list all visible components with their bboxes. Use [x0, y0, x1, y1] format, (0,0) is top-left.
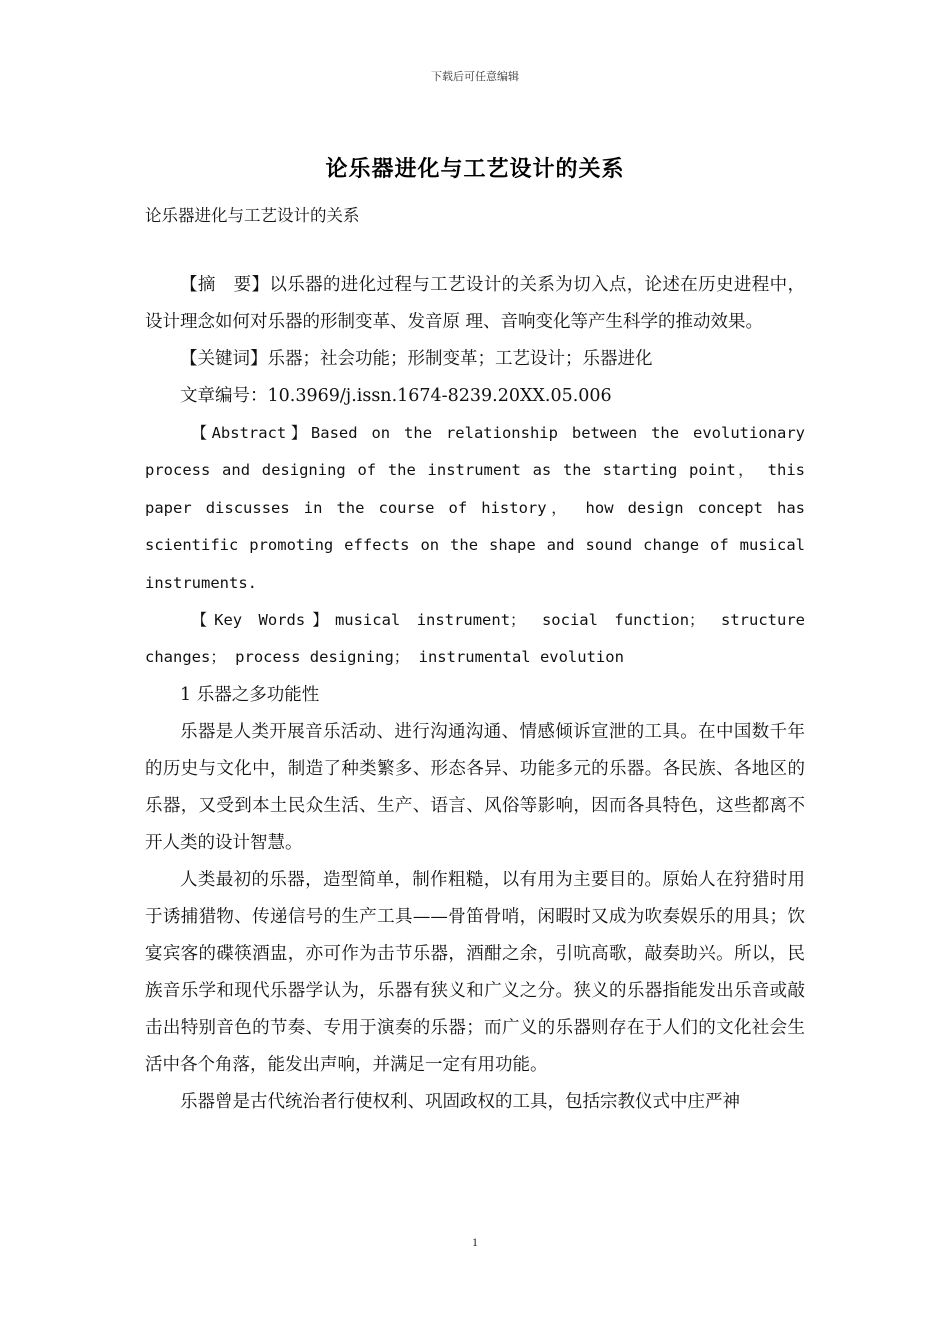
header-note: 下载后可任意编辑 — [431, 70, 519, 83]
abstract-en: 【Abstract】Based on the relationship between the evolutionary process and designing of the instrument as the starting point， this paper discusses in the course of history， how design concept has scientific promoting effects on the shape and sound change of musical instruments. — [145, 424, 805, 592]
page-number: 1 — [472, 1235, 478, 1249]
paragraph: 人类最初的乐器，造型简单，制作粗糙，以有用为主要目的。原始人在狩猎时用于诱捕猎物、传递信号的生产工具——骨笛骨哨，闲暇时又成为吹奏娱乐的用具；饮宴宾客的碟筷酒盅，亦可作为击节乐器，酒酣之余，引吭高歌，敲奏助兴。所以，民族音乐学和现代乐器学认为，乐器有狭义和广义之分。狭义的乐器指能发出乐音或敲击出特别音色的节奏、专用于演奏的乐器；而广义的乐器则存在于人们的文化社会生活中各个角落，能发出声响，并满足一定有用功能。 — [145, 869, 805, 1075]
paragraph: 乐器曾是古代统治者行使权利、巩固政权的工具，包括宗教仪式中庄严神 — [180, 1091, 740, 1112]
keywords-cn: 【关键词】乐器；社会功能；形制变革；工艺设计；乐器进化 — [180, 349, 653, 369]
keywords-en: 【Key Words】musical instrument； social function； structure changes； process designing； instrumental evolution — [145, 611, 805, 667]
document-title: 论乐器进化与工艺设计的关系 — [325, 157, 625, 182]
abstract-cn: 【摘 要】以乐器的进化过程与工艺设计的关系为切入点，论述在历史进程中，设计理念如何对乐器的形制变革、发音原 理、音响变化等产生科学的推动效果。 — [145, 275, 805, 332]
article-id: 文章编号：10.3969/j.issn.1674-8239.20XX.05.006 — [180, 386, 612, 406]
document-body — [145, 267, 805, 1121]
document-subtitle: 论乐器进化与工艺设计的关系 — [145, 206, 360, 225]
paragraph: 乐器是人类开展音乐活动、进行沟通沟通、情感倾诉宣泄的工具。在中国数千年的历史与文化中，制造了种类繁多、形态各异、功能多元的乐器。各民族、各地区的乐器，又受到本土民众生活、生产、语言、风俗等影响，因而各具特色，这些都离不开人类的设计智慧。 — [145, 721, 805, 853]
section-heading: 1 乐器之多功能性 — [180, 684, 320, 705]
